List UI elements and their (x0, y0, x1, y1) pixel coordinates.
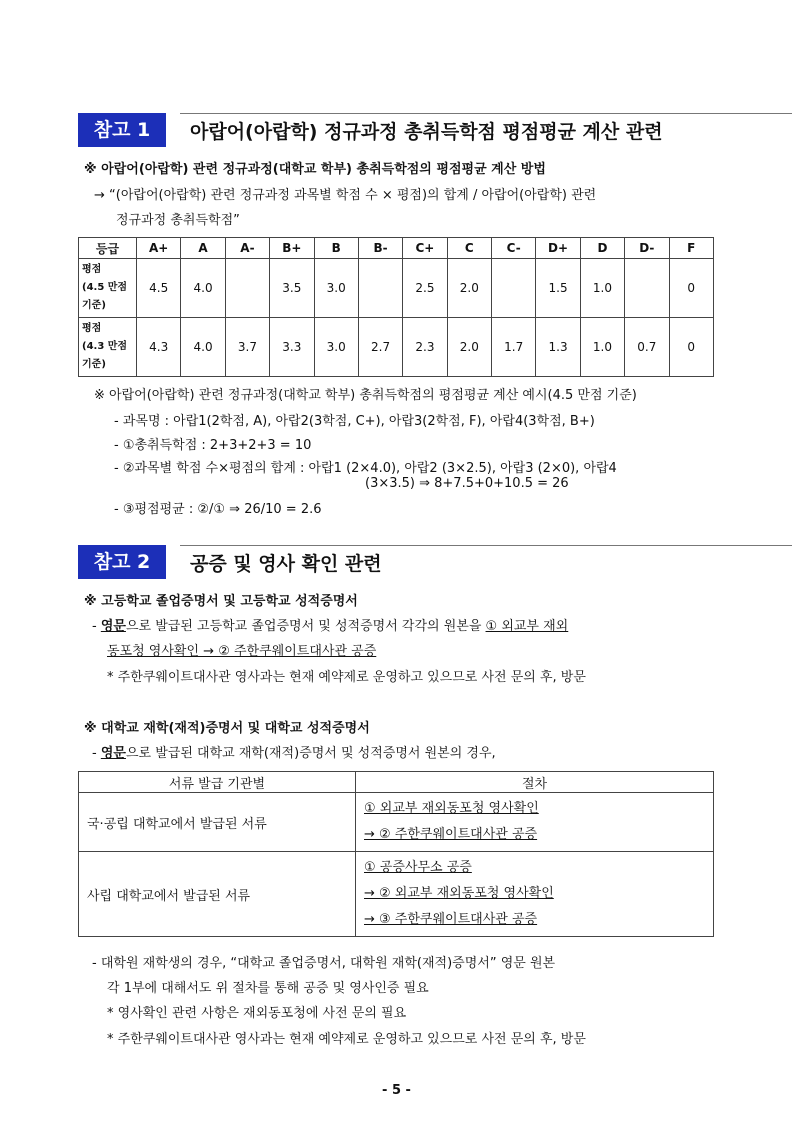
procedure-row-public (79, 793, 714, 852)
point-cell: 1.5 (536, 259, 580, 318)
point-cell: 4.0 (181, 318, 225, 377)
grade-cell: C+ (403, 238, 447, 259)
grade-cell: F (669, 238, 714, 259)
point-cell (225, 259, 269, 318)
point-cell: 2.0 (447, 259, 491, 318)
point-cell: 1.0 (580, 318, 624, 377)
steps-cell (356, 793, 714, 852)
section2-rule (180, 545, 792, 546)
grade-cell: B+ (270, 238, 314, 259)
issuer-cell: 사립 대학교에서 발급된 서류 (79, 852, 356, 937)
grade-cell: A+ (137, 238, 181, 259)
grade-header: 등급 (79, 238, 137, 259)
point-cell: 3.3 (270, 318, 314, 377)
grade-point-table (78, 237, 714, 377)
point-cell: 4.5 (137, 259, 181, 318)
label-line: 평점 (82, 323, 102, 334)
example-gpa: - ③평점평균 : ②/① ⇒ 26/10 = 2.6 (114, 502, 322, 517)
scale-43-label (79, 318, 137, 377)
section1-rule (180, 113, 792, 114)
point-cell: 1.0 (580, 259, 624, 318)
grade-header-row (79, 238, 714, 259)
point-cell: 3.0 (314, 259, 358, 318)
label-line: 기준) (82, 359, 106, 370)
formula-line-1: → “(아랍어(아랍학) 관련 정규과정 과목별 학점 수 × 평점)의 합계 / 아랍어(아랍학) 관련 (94, 188, 597, 203)
procedure-header-row (79, 772, 714, 793)
graduate-paragraph-line1: - 대학원 재학생의 경우, “대학교 졸업증명서, 대학원 재학(재적)증명서” 영문 원본 (92, 956, 556, 971)
embassy-note: * 주한쿠웨이트대사관 영사과는 현재 예약제로 운영하고 있으므로 사전 문의 후, 방문 (107, 670, 586, 685)
issuer-cell: 국·공립 대학교에서 발급된 서류 (79, 793, 356, 852)
grade-cell: A (181, 238, 225, 259)
section1-tag: 참고 1 (78, 113, 166, 147)
english-emphasis: 영문 (100, 746, 126, 761)
highschool-paragraph-line1 (92, 615, 568, 634)
example-note: ※ 아랍어(아랍학) 관련 정규과정(대학교 학부) 총취득학점의 평점평균 계산 예시(4.5 만점 기준) (94, 388, 637, 403)
point-cell: 2.7 (358, 318, 402, 377)
label-line: (4.3 만점 (82, 341, 128, 352)
section2-tag: 참고 2 (78, 545, 166, 579)
grade-cell: B (314, 238, 358, 259)
label-line: (4.5 만점 (82, 282, 128, 293)
dash: - (92, 619, 101, 634)
example-courses: - 과목명 : 아랍1(2학점, A), 아랍2(3학점, C+), 아랍3(2학점, F), 아랍4(3학점, B+) (114, 414, 595, 429)
point-cell: 3.7 (225, 318, 269, 377)
section1-title: 아랍어(아랍학) 정규과정 총취득학점 평점평균 계산 관련 (190, 121, 663, 143)
point-cell: 0 (669, 318, 714, 377)
procedure-step: ① 공증사무소 공증 (364, 860, 472, 875)
highschool-heading: ※ 고등학교 졸업증명서 및 고등학교 성적증명서 (84, 594, 358, 609)
paragraph-text: 으로 발급된 대학교 재학(재적)증명서 및 성적증명서 원본의 경우, (125, 746, 496, 761)
point-cell (625, 259, 669, 318)
point-cell: 4.0 (181, 259, 225, 318)
procedure-underline: ① 외교부 재외 (485, 619, 569, 634)
point-cell: 4.3 (137, 318, 181, 377)
formula-line-2: 정규과정 총취득학점” (116, 213, 240, 228)
point-cell: 1.3 (536, 318, 580, 377)
point-cell: 3.5 (270, 259, 314, 318)
label-line: 평점 (82, 264, 102, 275)
point-cell: 2.0 (447, 318, 491, 377)
dash: - (92, 746, 101, 761)
procedure-row-private (79, 852, 714, 937)
point-cell (492, 259, 536, 318)
graduate-paragraph-line2: 각 1부에 대해서도 위 절차를 통해 공증 및 영사인증 필요 (107, 981, 429, 996)
label-line: 기준) (82, 300, 106, 311)
paragraph-text: 으로 발급된 고등학교 졸업증명서 및 성적증명서 각각의 원본을 (125, 619, 486, 634)
point-cell: 2.5 (403, 259, 447, 318)
example-sum-line-2: (3×3.5) ⇒ 8+7.5+0+10.5 = 26 (365, 476, 569, 491)
procedure-step: → ② 외교부 재외동포청 영사확인 (364, 886, 554, 901)
consular-note: * 영사확인 관련 사항은 재외동포청에 사전 문의 필요 (107, 1006, 407, 1021)
section1-heading: ※ 아랍어(아랍학) 관련 정규과정(대학교 학부) 총취득학점의 평점평균 계산 방법 (84, 162, 546, 177)
highschool-paragraph-line2: 동포청 영사확인 → ② 주한쿠웨이트대사관 공증 (107, 644, 377, 659)
example-total-credits: - ①총취득학점 : 2+3+2+3 = 10 (114, 438, 312, 453)
procedure-header: 절차 (356, 772, 714, 793)
point-cell: 1.7 (492, 318, 536, 377)
procedure-step: ① 외교부 재외동포청 영사확인 (364, 801, 539, 816)
university-heading: ※ 대학교 재학(재적)증명서 및 대학교 성적증명서 (84, 721, 370, 736)
university-paragraph (92, 742, 496, 761)
scale-45-label (79, 259, 137, 318)
procedure-step: → ③ 주한쿠웨이트대사관 공증 (364, 912, 538, 927)
procedure-step: → ② 주한쿠웨이트대사관 공증 (364, 827, 538, 842)
grade-cell: A- (225, 238, 269, 259)
point-cell: 2.3 (403, 318, 447, 377)
section2-title: 공증 및 영사 확인 관련 (190, 553, 382, 575)
scale-43-row (79, 318, 714, 377)
grade-cell: D+ (536, 238, 580, 259)
grade-cell: D- (625, 238, 669, 259)
grade-cell: C (447, 238, 491, 259)
procedure-table (78, 771, 714, 937)
grade-cell: B- (358, 238, 402, 259)
example-sum-line-1: - ②과목별 학점 수×평점의 합계 : 아랍1 (2×4.0), 아랍2 (3×2.5), 아랍3 (2×0), 아랍4 (114, 461, 617, 476)
grade-cell: C- (492, 238, 536, 259)
point-cell: 3.0 (314, 318, 358, 377)
point-cell (358, 259, 402, 318)
page-number: - 5 - (382, 1083, 411, 1098)
english-emphasis: 영문 (100, 619, 126, 634)
scale-45-row (79, 259, 714, 318)
embassy-note-2: * 주한쿠웨이트대사관 영사과는 현재 예약제로 운영하고 있으므로 사전 문의 후, 방문 (107, 1032, 586, 1047)
point-cell: 0 (669, 259, 714, 318)
grade-cell: D (580, 238, 624, 259)
issuer-header: 서류 발급 기관별 (79, 772, 356, 793)
point-cell: 0.7 (625, 318, 669, 377)
steps-cell (356, 852, 714, 937)
